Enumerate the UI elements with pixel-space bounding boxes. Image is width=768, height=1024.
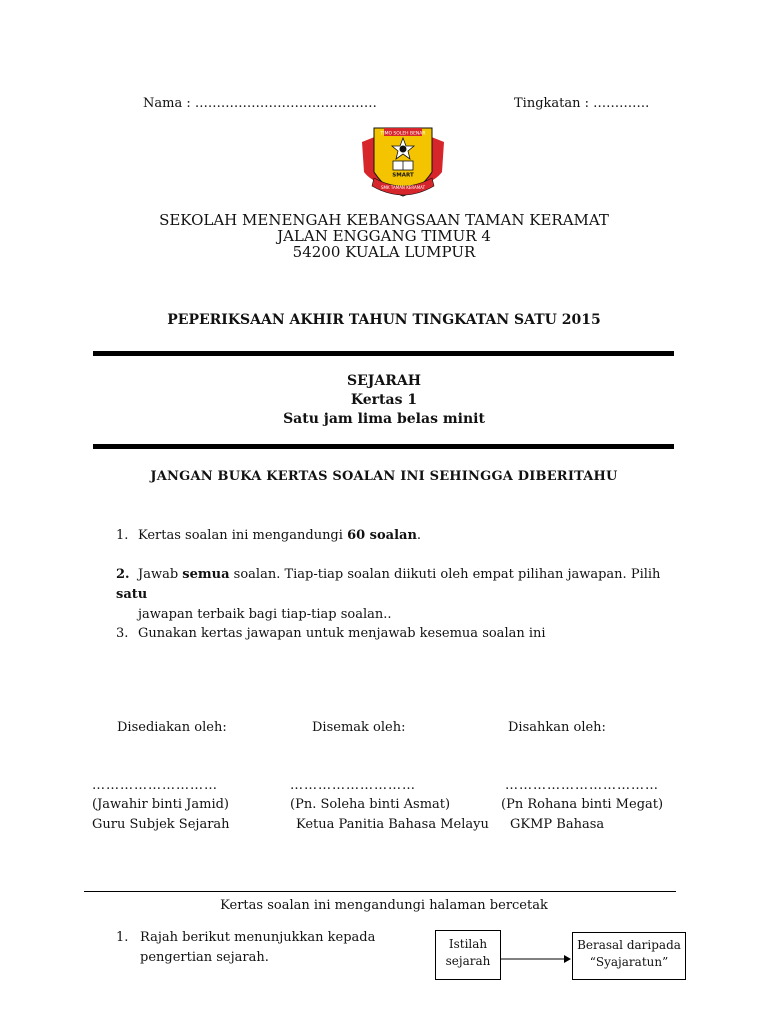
name-field[interactable]: : …………………………………… (186, 96, 377, 111)
signatory-name: (Jawahir binti Jamid) (92, 797, 229, 812)
signatory-checked (290, 795, 489, 835)
signature-line-checked: ……………………… (290, 778, 416, 793)
signatory-title: GKMP Bahasa (510, 817, 605, 832)
crest-motto: SMART (392, 172, 414, 179)
warning-text: JANGAN BUKA KERTAS SOALAN INI SEHINGGA DIBERITAHU (150, 469, 618, 484)
instruction-number: 2. (116, 567, 130, 582)
thick-divider-bottom (93, 444, 674, 449)
signatory-name: (Pn. Soleha binti Asmat) (290, 797, 451, 812)
diagram-box-term: Istilah sejarah (435, 930, 501, 980)
instruction-number: 3. (116, 626, 129, 641)
signatory-title: Guru Subjek Sejarah (92, 817, 230, 832)
instruction-item: 1. Kertas soalan ini mengandungi 60 soalan. (116, 526, 676, 546)
class-label: Tingkatan : (514, 96, 590, 111)
thick-divider-top (93, 351, 674, 356)
signatory-title: Ketua Panitia Bahasa Melayu (296, 817, 489, 832)
instruction-item: 2. Jawab semua soalan. Tiap-tiap soalan diikuti oleh empat pilihan jawapan. Pilih satu jawapan terbaik bagi tiap-tiap soalan.. (116, 567, 661, 622)
crest-banner-text: SMK TAMAN KERAMAT (380, 185, 426, 190)
subject-paper: Kertas 1 (350, 392, 418, 408)
diagram-box-origin: Berasal daripada “Syajaratun” (572, 932, 686, 980)
footer-divider (84, 891, 676, 892)
name-label: Nama (143, 96, 183, 111)
instruction-number: 1. (116, 528, 129, 543)
signature-role-approved: Disahkan oleh: (508, 720, 606, 735)
question-1 (116, 928, 375, 968)
instruction-item: 3. Gunakan kertas jawapan untuk menjawab kesemua soalan ini (116, 624, 676, 644)
exam-title: PEPERIKSAAN AKHIR TAHUN TINGKATAN SATU 2015 (167, 312, 601, 328)
signatory-name: (Pn Rohana binti Megat) (501, 797, 664, 812)
page-count-note: Kertas soalan ini mengandungi halaman bercetak (220, 898, 548, 913)
school-name: SEKOLAH MENENGAH KEBANGSAAN TAMAN KERAMAT (159, 211, 609, 229)
class-label-line (514, 96, 649, 111)
question-text-line1: Rajah berikut menunjukkan kepada (140, 930, 376, 945)
school-address-2: 54200 KUALA LUMPUR (292, 243, 476, 261)
signature-line-prepared: ……………………… (92, 778, 218, 793)
question-text-line2: pengertian sejarah. (140, 950, 269, 965)
crest-top-text: TIMO SOLEH BENAR (380, 131, 426, 137)
crest-emblem-dot (400, 146, 407, 153)
school-address-1: JALAN ENGGANG TIMUR 4 (277, 227, 491, 245)
signature-role-prepared: Disediakan oleh: (117, 720, 227, 735)
subject-duration: Satu jam lima belas minit (283, 411, 485, 427)
school-crest-logo (360, 124, 446, 206)
subject-block (0, 372, 768, 429)
signature-line-approved: …………………………… (505, 778, 659, 793)
subject-name: SEJARAH (347, 373, 421, 389)
signatory-approved (501, 795, 663, 835)
arrow-right-icon (500, 950, 572, 964)
signatory-prepared (92, 795, 230, 835)
question-number: 1. (116, 930, 129, 945)
school-info (0, 212, 768, 260)
name-label-line (143, 96, 377, 111)
class-field[interactable]: …………. (593, 96, 650, 111)
signature-role-checked: Disemak oleh: (312, 720, 406, 735)
